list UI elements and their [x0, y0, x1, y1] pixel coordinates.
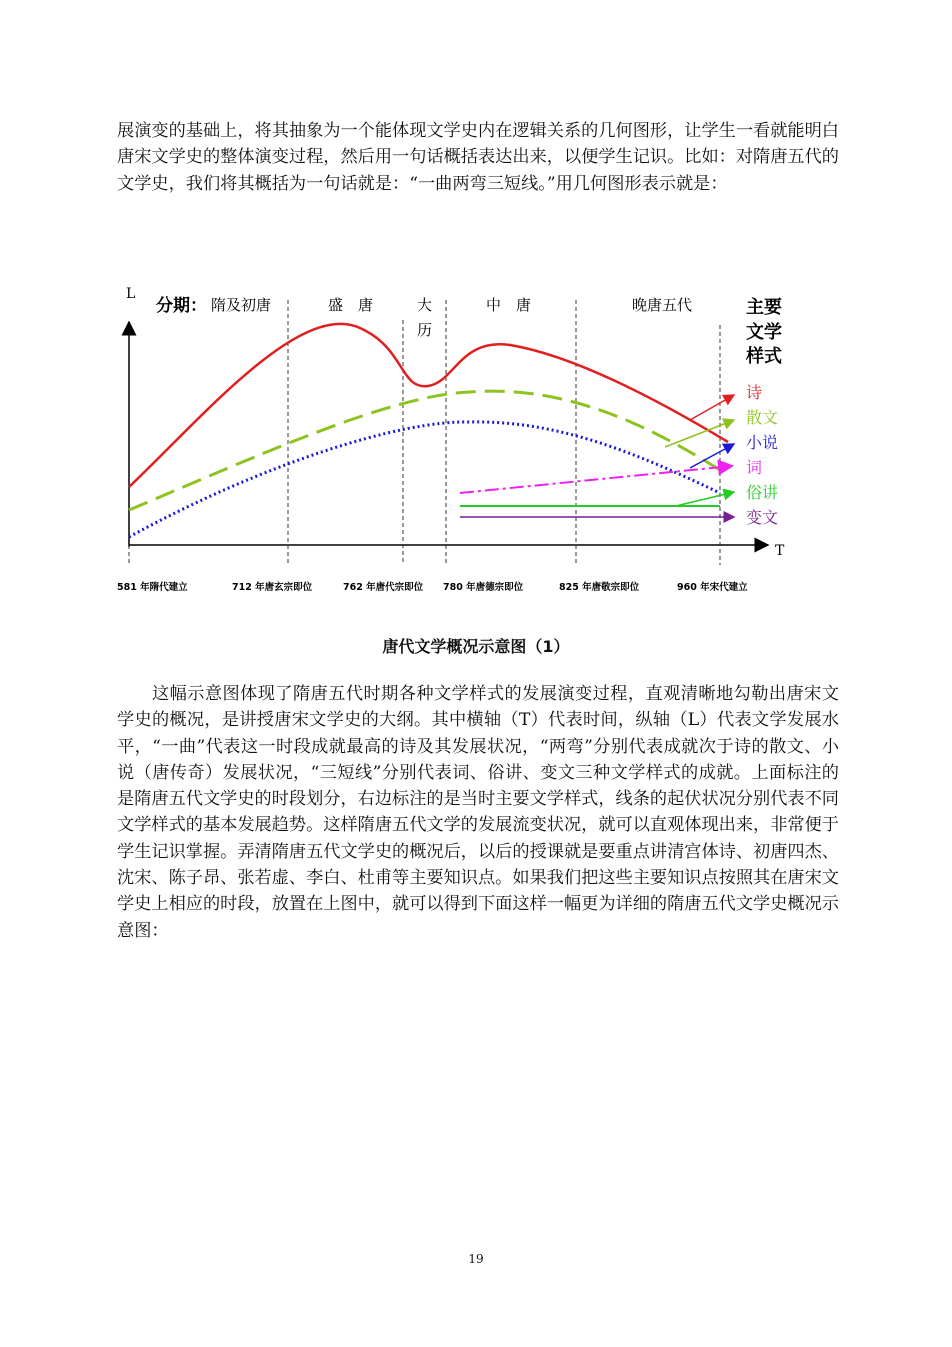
- genre-label-ci: 词: [746, 458, 763, 477]
- arrow-sujiang: [676, 492, 734, 506]
- period-label-li: 历: [417, 321, 433, 339]
- genre-label-sanwen: 散文: [746, 408, 779, 427]
- time-mark-780: 780 年唐德宗即位: [443, 582, 524, 593]
- period-label-sui: 隋及初唐: [211, 296, 272, 314]
- genre-label-bianwen: 变文: [746, 508, 779, 527]
- arrow-poetry: [690, 395, 734, 420]
- curve-prose: [129, 391, 720, 510]
- time-mark-825: 825 年唐敬宗即位: [559, 582, 640, 593]
- curve-poetry: [129, 324, 728, 487]
- intro-paragraph: 展演变的基础上，将其抽象为一个能体现文学史内在逻辑关系的几何图形，让学生一看就能明白唐宋文学史的整体演变过程，然后用一句话概括表达出来，以便学生记识。比如：对隋唐五代的文学史，我们将其概括为一句话就是：“一曲两弯三短线。”用几何图形表示就是：: [117, 121, 839, 194]
- genre-label-xiaoshuo: 小说: [746, 433, 779, 452]
- period-label-zhong: 中 唐: [486, 296, 532, 314]
- y-axis-label: L: [126, 286, 136, 302]
- period-label-da: 大: [417, 296, 433, 314]
- time-mark-960: 960 年宋代建立: [677, 582, 748, 593]
- period-dividers: [129, 300, 720, 565]
- time-mark-581: 581 年隋代建立: [117, 582, 188, 593]
- genres-title-1: 主要: [746, 297, 782, 318]
- genres-title-3: 样式: [746, 346, 782, 367]
- period-label-wan: 晚唐五代: [632, 296, 693, 314]
- time-mark-712: 712 年唐玄宗即位: [232, 582, 313, 593]
- explanation-paragraph: 这幅示意图体现了隋唐五代时期各种文学样式的发展演变过程，直观清晰地勾勒出唐宋文学史的概况，是讲授唐宋文学史的大纲。其中横轴（T）代表时间，纵轴（L）代表文学发展水平，“一曲”代表这一时段成就最高的诗及其发展状况，“两弯”分别代表成就次于诗的散文、小说（唐传奇）发展状况，“三短线”分别代表词、俗讲、变文三种文学样式的成就。上面标注的是隋唐五代文学史的时段划分，右边标注的是当时主要文学样式，线条的起伏状况分别代表不同文学样式的基本发展趋势。这样隋唐五代文学的发展流变状况，就可以直观体现出来，非常便于学生记识掌握。弄清隋唐五代文学史的概况后，以后的授课就是要重点讲清宫体诗、初唐四杰、沈宋、陈子昂、张若虚、李白、杜甫等主要知识点。如果我们把这些主要知识点按照其在唐宋文学史上相应的时段，放置在上图中，就可以得到下面这样一幅更为详细的隋唐五代文学史概况示意图：: [117, 684, 839, 941]
- tang-literature-diagram: [0, 0, 952, 620]
- genre-label-shi: 诗: [746, 383, 763, 402]
- period-label-sheng: 盛 唐: [328, 296, 374, 314]
- curve-fiction: [129, 422, 720, 537]
- page-number: 19: [468, 1252, 484, 1266]
- period-title: 分期：: [156, 296, 207, 316]
- genres-title-2: 文学: [746, 322, 782, 343]
- x-axis-label: T: [775, 543, 785, 559]
- figure-caption: 唐代文学概况示意图（1）: [382, 637, 570, 656]
- line-ci: [460, 466, 732, 493]
- time-mark-762: 762 年唐代宗即位: [343, 582, 424, 593]
- genre-label-sujiang: 俗讲: [746, 483, 779, 502]
